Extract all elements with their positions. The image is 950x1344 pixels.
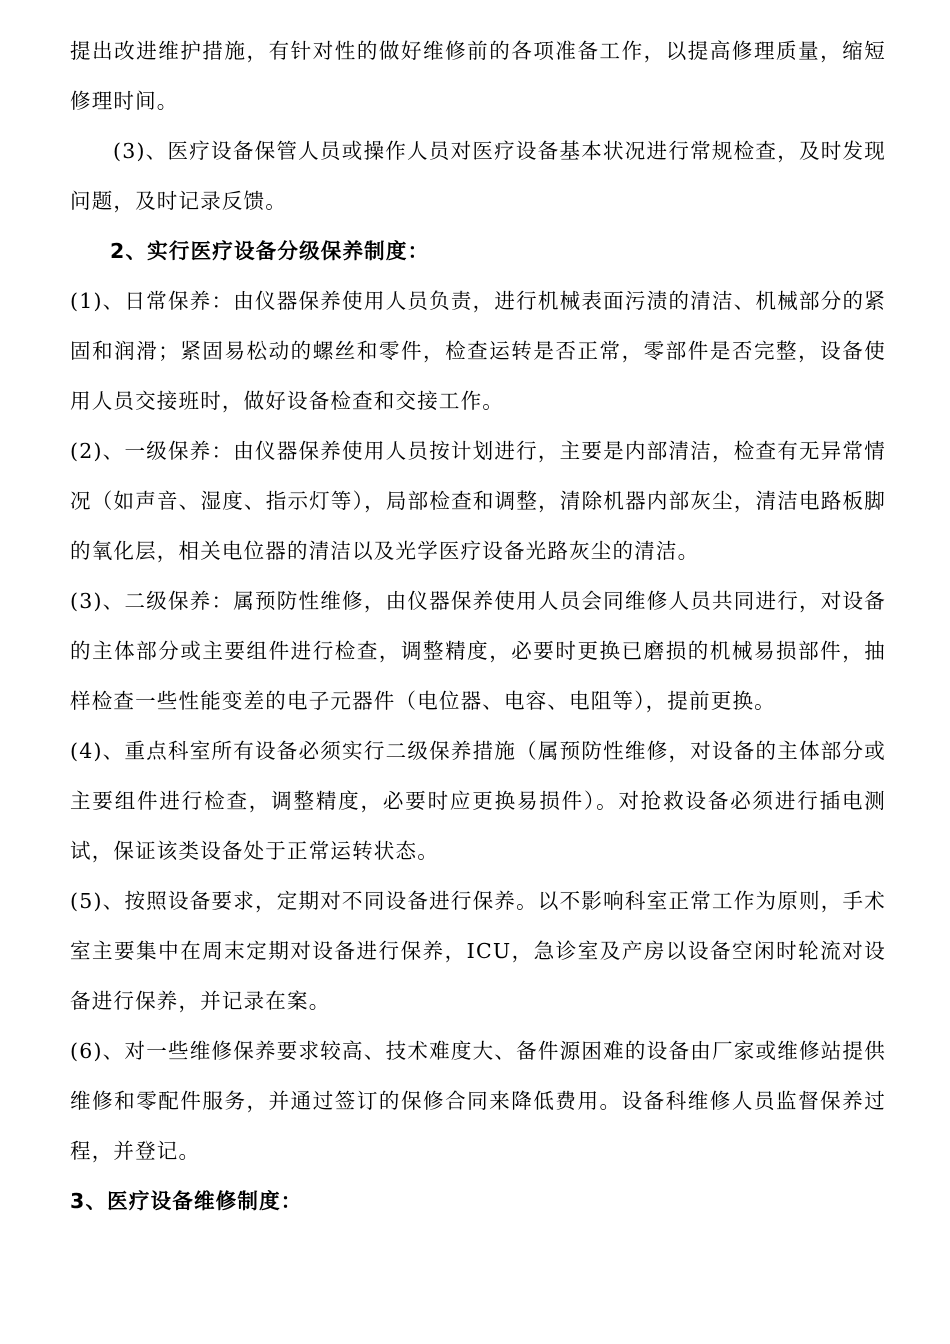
paragraph-second-level-maintenance: (3)、二级保养：属预防性维修，由仪器保养使用人员会同维修人员共同进行，对设备的主体部分或主要组件进行检查，调整精度，必要时更换已磨损的机械易损部件，抽样检查一些性能变差的电子元器件（电位器、电容、电阻等），提前更换。 [70,589,886,713]
paragraph-scheduled-maintenance: (5)、按照设备要求，定期对不同设备进行保养。以不影响科室正常工作为原则，手术室主要集中在周末定期对设备进行保养，ICU，急诊室及产房以设备空闲时轮流对设备进行保养，并记录在案。 [70,889,886,1013]
paragraph-vendor-maintenance: (6)、对一些维修保养要求较高、技术难度大、备件源困难的设备由厂家或维修站提供维修和零配件服务，并通过签订的保修合同来降低费用。设备科维修人员监督保养过程，并登记。 [70,1039,886,1163]
paragraph-repair-preparation: 提出改进维护措施，有针对性的做好维修前的各项准备工作，以提高修理质量，缩短修理时间。 [70,39,886,113]
paragraph-daily-maintenance: (1)、日常保养：由仪器保养使用人员负责，进行机械表面污渍的清洁、机械部分的紧固和润滑；紧固易松动的螺丝和零件，检查运转是否正常，零部件是否完整，设备使用人员交接班时，做好设备检查和交接工作。 [70,289,886,413]
section-heading-graded-maintenance: 2、实行医疗设备分级保养制度： [110,239,430,263]
paragraph-key-department-maintenance: (4)、重点科室所有设备必须实行二级保养措施（属预防性维修，对设备的主体部分或主要组件进行检查，调整精度，必要时应更换易损件）。对抢救设备必须进行插电测试，保证该类设备处于正常运转状态。 [70,739,886,863]
paragraph-first-level-maintenance: (2)、一级保养：由仪器保养使用人员按计划进行，主要是内部清洁，检查有无异常情况（如声音、湿度、指示灯等），局部检查和调整，清除机器内部灰尘，清洁电路板脚的氧化层，相关电位器的清洁以及光学医疗设备光路灰尘的清洁。 [70,439,886,563]
section-heading-repair-system: 3、医疗设备维修制度： [70,1189,303,1213]
paragraph-routine-inspection: (3)、医疗设备保管人员或操作人员对医疗设备基本状况进行常规检查，及时发现问题，及时记录反馈。 [70,139,886,213]
